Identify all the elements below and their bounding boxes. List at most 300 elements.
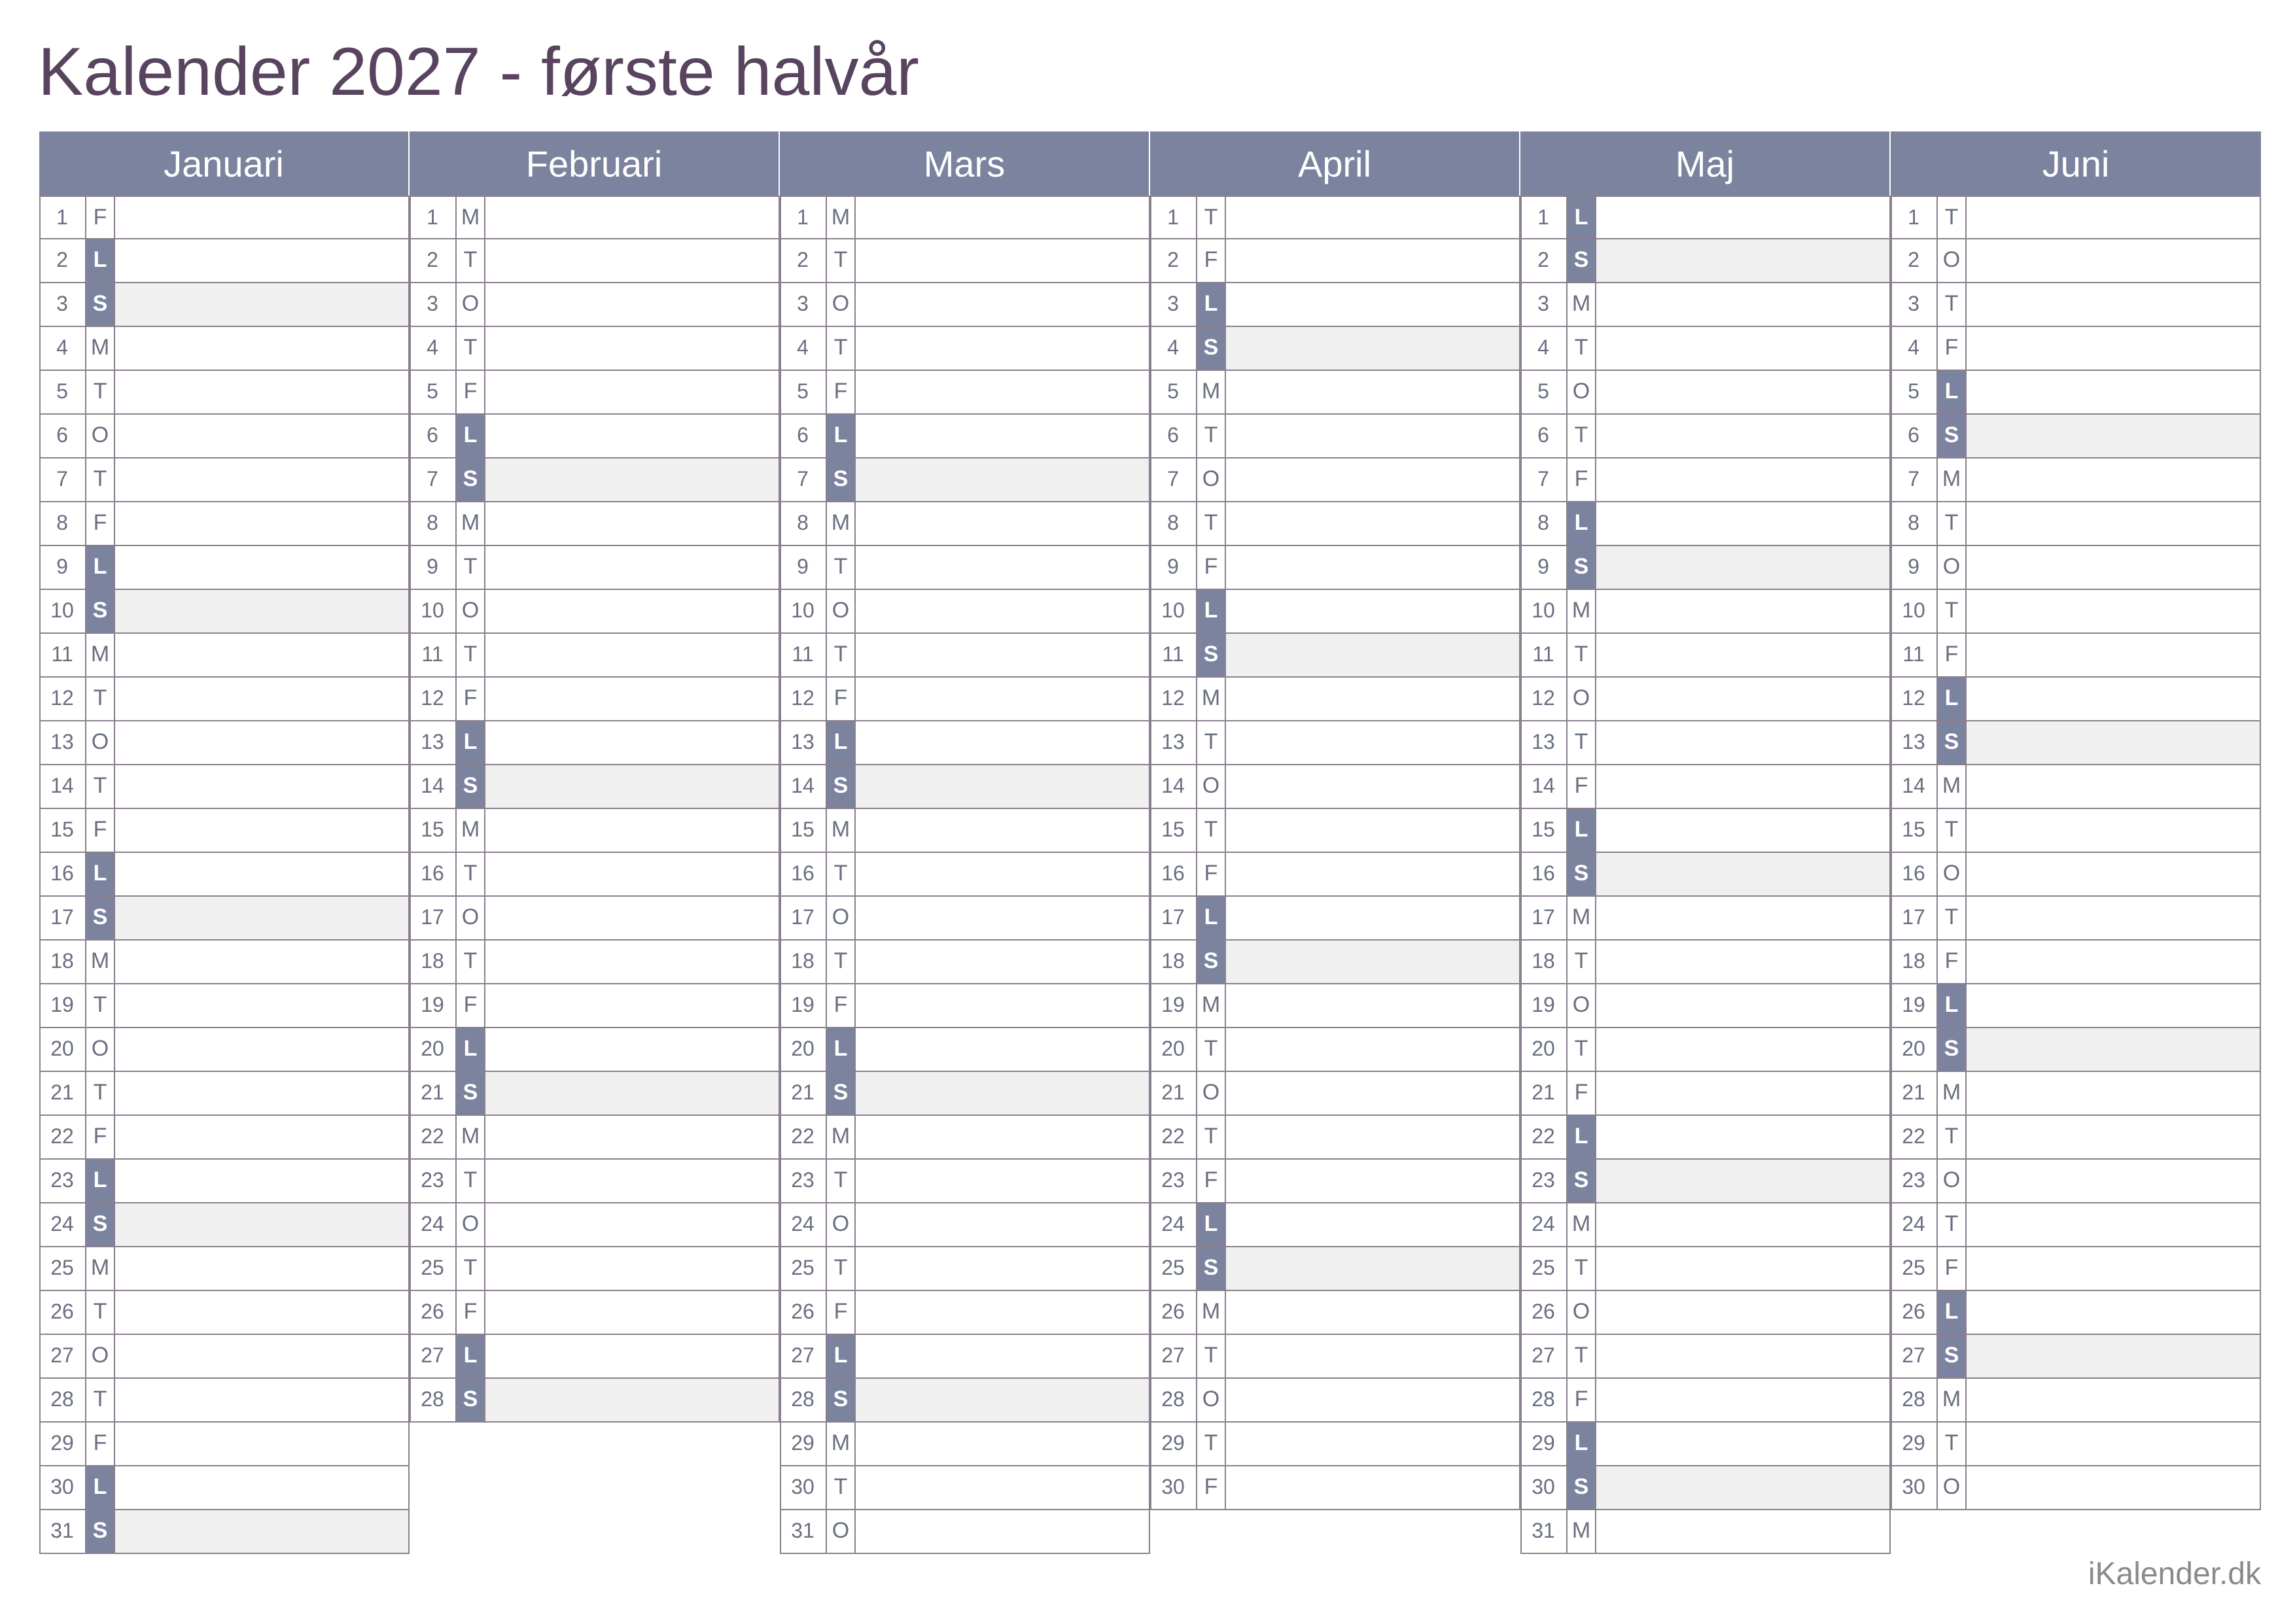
day-number: 26: [791, 1300, 815, 1323]
note-cell: [1226, 590, 1519, 632]
day-number: 15: [1161, 818, 1185, 841]
day-row: [1520, 721, 1891, 765]
weekday-letter: S: [1566, 1160, 1596, 1202]
day-row: [1150, 1291, 1520, 1335]
day-number: 15: [50, 818, 74, 841]
day-row: [1520, 590, 1891, 634]
day-number: 21: [50, 1080, 74, 1104]
footer-brand: iKalender.dk: [2088, 1557, 2261, 1591]
day-row: [1520, 1072, 1891, 1116]
day-number: 22: [1532, 1124, 1555, 1148]
note-cell: [115, 197, 408, 238]
weekday-letter: O: [1566, 678, 1596, 720]
weekday-letter: T: [85, 984, 115, 1027]
weekday-letter: T: [1196, 1028, 1226, 1071]
day-row: [780, 1203, 1150, 1247]
note-cell: [856, 1510, 1149, 1553]
note-cell: [1596, 1379, 1889, 1421]
day-number: 29: [1902, 1431, 1925, 1455]
day-number: 5: [1167, 379, 1179, 403]
day-row: [39, 765, 410, 809]
day-row: [780, 1379, 1150, 1423]
day-row: [1891, 897, 2261, 941]
day-row: [780, 984, 1150, 1028]
day-number: 5: [1908, 379, 1919, 403]
day-number: 11: [51, 642, 73, 666]
note-cell: [1596, 1335, 1889, 1377]
day-row: [1891, 371, 2261, 415]
day-row: [410, 327, 780, 371]
weekday-letter: M: [1566, 897, 1596, 939]
note-cell: [485, 984, 779, 1027]
day-row: [1520, 1379, 1891, 1423]
day-number: 13: [421, 730, 444, 753]
note-cell: [856, 1291, 1149, 1334]
day-number: 17: [1902, 905, 1925, 929]
weekday-letter: T: [826, 853, 856, 895]
weekday-letter: F: [1936, 1247, 1967, 1290]
day-number: 7: [56, 467, 68, 491]
weekday-letter: M: [1566, 283, 1596, 326]
day-row: [410, 897, 780, 941]
weekday-letter: L: [455, 415, 485, 457]
note-cell: [115, 590, 408, 632]
note-cell: [1226, 853, 1519, 895]
note-cell: [115, 1423, 408, 1465]
weekday-letter: T: [1566, 1028, 1596, 1071]
weekday-letter: O: [455, 1203, 485, 1246]
note-cell: [115, 371, 408, 413]
day-row: [780, 283, 1150, 327]
day-number: 16: [791, 861, 815, 885]
day-row: [39, 371, 410, 415]
weekday-letter: F: [85, 197, 115, 238]
day-number: 2: [1537, 248, 1549, 271]
weekday-letter: L: [455, 721, 485, 764]
day-number: 6: [1167, 423, 1179, 447]
note-cell: [856, 239, 1149, 282]
day-row: [410, 678, 780, 721]
day-row: [1891, 1335, 2261, 1379]
day-number: 9: [1537, 555, 1549, 578]
note-cell: [485, 765, 779, 808]
day-row: [410, 546, 780, 590]
day-number: 8: [1537, 511, 1549, 534]
day-number: 12: [1902, 686, 1925, 710]
weekday-letter: S: [1196, 634, 1226, 676]
day-number: 8: [1908, 511, 1919, 534]
day-row: [39, 809, 410, 853]
weekday-letter: T: [85, 1072, 115, 1114]
day-number: 4: [797, 336, 809, 359]
weekday-letter: T: [1936, 1203, 1967, 1246]
day-row: [780, 371, 1150, 415]
note-cell: [115, 1291, 408, 1334]
note-cell: [1596, 809, 1889, 852]
note-cell: [856, 1423, 1149, 1465]
weekday-letter: F: [826, 371, 856, 413]
weekday-letter: F: [826, 678, 856, 720]
day-row: [1520, 1028, 1891, 1072]
note-cell: [856, 327, 1149, 370]
day-number: 18: [1161, 949, 1185, 973]
day-row: [780, 590, 1150, 634]
day-row: [780, 1291, 1150, 1335]
note-cell: [1967, 415, 2260, 457]
day-row: [1150, 546, 1520, 590]
weekday-letter: S: [85, 897, 115, 939]
day-row: [39, 1423, 410, 1466]
day-row: [1891, 1291, 2261, 1335]
day-number: 3: [56, 292, 68, 315]
day-number: 16: [421, 861, 444, 885]
day-row: [1891, 590, 2261, 634]
weekday-letter: O: [85, 721, 115, 764]
day-number: 28: [1902, 1387, 1925, 1411]
day-row: [780, 1423, 1150, 1466]
month-column: [1891, 131, 2261, 1510]
note-cell: [485, 458, 779, 501]
note-cell: [1596, 1160, 1889, 1202]
day-row: [780, 721, 1150, 765]
day-number: 17: [1532, 905, 1555, 929]
day-row: [1891, 546, 2261, 590]
note-cell: [1226, 197, 1519, 238]
weekday-letter: O: [1936, 853, 1967, 895]
day-number: 21: [1161, 1080, 1185, 1104]
day-number: 19: [1532, 993, 1555, 1016]
weekday-letter: M: [1566, 590, 1596, 632]
note-cell: [856, 897, 1149, 939]
weekday-letter: L: [85, 546, 115, 589]
day-row: [39, 1072, 410, 1116]
note-cell: [115, 239, 408, 282]
note-cell: [1226, 1072, 1519, 1114]
day-number: 30: [50, 1475, 74, 1498]
note-cell: [1967, 590, 2260, 632]
day-number: 27: [1161, 1343, 1185, 1367]
day-number: 25: [1161, 1256, 1185, 1279]
note-cell: [485, 590, 779, 632]
day-row: [410, 1028, 780, 1072]
day-row: [1891, 1160, 2261, 1203]
day-row: [410, 721, 780, 765]
day-number: 30: [1161, 1475, 1185, 1498]
day-row: [410, 1203, 780, 1247]
note-cell: [856, 1116, 1149, 1158]
day-row: [39, 1028, 410, 1072]
day-number: 7: [427, 467, 438, 491]
note-cell: [1967, 853, 2260, 895]
note-cell: [1596, 197, 1889, 238]
note-cell: [1967, 1247, 2260, 1290]
weekday-letter: O: [85, 1335, 115, 1377]
weekday-letter: T: [455, 1160, 485, 1202]
note-cell: [1967, 634, 2260, 676]
day-number: 16: [1532, 861, 1555, 885]
day-number: 5: [1537, 379, 1549, 403]
weekday-letter: O: [1196, 765, 1226, 808]
day-number: 22: [1161, 1124, 1185, 1148]
day-number: 15: [1532, 818, 1555, 841]
day-row: [780, 1510, 1150, 1554]
note-cell: [856, 1335, 1149, 1377]
note-cell: [115, 1335, 408, 1377]
day-number: 11: [1532, 642, 1554, 666]
day-row: [1150, 721, 1520, 765]
day-row: [1520, 502, 1891, 546]
day-number: 4: [1167, 336, 1179, 359]
day-row: [1891, 415, 2261, 458]
day-row: [39, 196, 410, 239]
note-cell: [1967, 327, 2260, 370]
day-number: 15: [791, 818, 815, 841]
day-number: 11: [1162, 642, 1184, 666]
day-row: [1891, 1072, 2261, 1116]
weekday-letter: T: [1196, 1116, 1226, 1158]
day-number: 19: [791, 993, 815, 1016]
weekday-letter: F: [826, 1291, 856, 1334]
day-number: 20: [1532, 1037, 1555, 1060]
note-cell: [115, 1466, 408, 1509]
day-number: 15: [1902, 818, 1925, 841]
weekday-letter: O: [1936, 1466, 1967, 1509]
weekday-letter: L: [85, 239, 115, 282]
day-number: 18: [50, 949, 74, 973]
day-row: [1891, 678, 2261, 721]
note-cell: [115, 1379, 408, 1421]
day-number: 18: [1902, 949, 1925, 973]
note-cell: [1226, 327, 1519, 370]
day-number: 7: [1167, 467, 1179, 491]
weekday-letter: M: [1196, 984, 1226, 1027]
weekday-letter: O: [1566, 984, 1596, 1027]
weekday-letter: F: [1196, 853, 1226, 895]
day-number: 27: [1532, 1343, 1555, 1367]
note-cell: [115, 1028, 408, 1071]
note-cell: [856, 283, 1149, 326]
day-number: 27: [50, 1343, 74, 1367]
day-row: [1520, 1160, 1891, 1203]
day-number: 28: [421, 1387, 444, 1411]
note-cell: [856, 197, 1149, 238]
note-cell: [1967, 1028, 2260, 1071]
note-cell: [115, 678, 408, 720]
note-cell: [115, 634, 408, 676]
month-header: Februari: [410, 131, 780, 196]
note-cell: [1226, 1466, 1519, 1509]
day-number: 28: [1161, 1387, 1185, 1411]
day-number: 8: [797, 511, 809, 534]
day-number: 1: [1908, 205, 1919, 229]
day-row: [780, 1247, 1150, 1291]
note-cell: [1226, 415, 1519, 457]
day-row: [1520, 458, 1891, 502]
weekday-letter: S: [1196, 941, 1226, 983]
day-number: 7: [797, 467, 809, 491]
note-cell: [1967, 1466, 2260, 1509]
day-number: 23: [50, 1168, 74, 1192]
weekday-letter: M: [826, 809, 856, 852]
day-number: 9: [1908, 555, 1919, 578]
weekday-letter: L: [1566, 809, 1596, 852]
calendar-grid: [39, 131, 2261, 1556]
weekday-letter: L: [826, 415, 856, 457]
note-cell: [856, 1028, 1149, 1071]
day-row: [1520, 984, 1891, 1028]
day-number: 3: [797, 292, 809, 315]
note-cell: [1226, 1291, 1519, 1334]
day-number: 30: [1532, 1475, 1555, 1498]
day-number: 1: [1167, 205, 1179, 229]
weekday-letter: O: [85, 415, 115, 457]
day-number: 17: [50, 905, 74, 929]
day-row: [39, 1379, 410, 1423]
weekday-letter: S: [85, 283, 115, 326]
day-row: [1520, 853, 1891, 897]
note-cell: [115, 327, 408, 370]
day-number: 9: [56, 555, 68, 578]
weekday-letter: O: [826, 1510, 856, 1553]
day-number: 1: [427, 205, 438, 229]
weekday-letter: T: [455, 546, 485, 589]
note-cell: [1967, 1203, 2260, 1246]
day-row: [410, 283, 780, 327]
weekday-letter: F: [455, 1291, 485, 1334]
weekday-letter: O: [1936, 546, 1967, 589]
day-number: 23: [1902, 1168, 1925, 1192]
day-number: 27: [421, 1343, 444, 1367]
day-number: 1: [797, 205, 809, 229]
note-cell: [1967, 984, 2260, 1027]
weekday-letter: L: [1936, 371, 1967, 413]
note-cell: [856, 721, 1149, 764]
weekday-letter: O: [455, 590, 485, 632]
day-row: [780, 678, 1150, 721]
weekday-letter: S: [826, 458, 856, 501]
month-header: Juni: [1891, 131, 2261, 196]
note-cell: [1226, 458, 1519, 501]
weekday-letter: F: [1196, 1160, 1226, 1202]
month-header: Maj: [1520, 131, 1891, 196]
note-cell: [1967, 1291, 2260, 1334]
day-row: [1150, 196, 1520, 239]
weekday-letter: L: [1566, 502, 1596, 545]
day-row: [410, 1072, 780, 1116]
day-row: [1150, 283, 1520, 327]
day-number: 6: [1537, 423, 1549, 447]
day-number: 10: [1532, 598, 1555, 622]
day-row: [1150, 458, 1520, 502]
day-number: 24: [1161, 1212, 1185, 1235]
weekday-letter: F: [1566, 458, 1596, 501]
day-row: [1891, 1247, 2261, 1291]
day-row: [39, 283, 410, 327]
day-number: 24: [50, 1212, 74, 1235]
note-cell: [485, 283, 779, 326]
note-cell: [1596, 546, 1889, 589]
note-cell: [1226, 546, 1519, 589]
day-row: [39, 590, 410, 634]
day-number: 25: [1902, 1256, 1925, 1279]
day-number: 2: [427, 248, 438, 271]
day-row: [1520, 1510, 1891, 1554]
day-row: [410, 984, 780, 1028]
day-row: [1150, 590, 1520, 634]
day-row: [780, 1072, 1150, 1116]
weekday-letter: M: [1196, 678, 1226, 720]
day-row: [780, 765, 1150, 809]
weekday-letter: S: [1196, 1247, 1226, 1290]
day-row: [780, 809, 1150, 853]
weekday-letter: L: [826, 721, 856, 764]
day-row: [39, 502, 410, 546]
day-row: [780, 546, 1150, 590]
weekday-letter: S: [1936, 721, 1967, 764]
weekday-letter: S: [85, 590, 115, 632]
weekday-letter: F: [1196, 1466, 1226, 1509]
day-row: [39, 1335, 410, 1379]
note-cell: [1596, 678, 1889, 720]
day-row: [1520, 941, 1891, 984]
weekday-letter: T: [455, 1247, 485, 1290]
day-row: [39, 941, 410, 984]
note-cell: [1226, 765, 1519, 808]
day-row: [780, 1028, 1150, 1072]
weekday-letter: T: [826, 546, 856, 589]
day-number: 16: [1902, 861, 1925, 885]
note-cell: [856, 371, 1149, 413]
note-cell: [856, 458, 1149, 501]
weekday-letter: M: [455, 1116, 485, 1158]
day-number: 3: [427, 292, 438, 315]
day-number: 4: [56, 336, 68, 359]
day-row: [410, 1116, 780, 1160]
note-cell: [1226, 1335, 1519, 1377]
day-number: 6: [797, 423, 809, 447]
note-cell: [856, 502, 1149, 545]
day-row: [410, 809, 780, 853]
weekday-letter: O: [826, 1203, 856, 1246]
day-number: 24: [791, 1212, 815, 1235]
note-cell: [115, 853, 408, 895]
day-number: 26: [1902, 1300, 1925, 1323]
weekday-letter: M: [1196, 371, 1226, 413]
day-number: 23: [791, 1168, 815, 1192]
note-cell: [1967, 283, 2260, 326]
day-row: [410, 502, 780, 546]
day-number: 8: [1167, 511, 1179, 534]
day-number: 23: [421, 1168, 444, 1192]
weekday-letter: F: [455, 371, 485, 413]
day-row: [410, 196, 780, 239]
note-cell: [1967, 897, 2260, 939]
month-column: [39, 131, 410, 1554]
day-number: 31: [1532, 1519, 1555, 1542]
day-row: [1891, 239, 2261, 283]
note-cell: [856, 1160, 1149, 1202]
day-row: [410, 1379, 780, 1423]
note-cell: [1596, 415, 1889, 457]
note-cell: [856, 1466, 1149, 1509]
day-number: 28: [1532, 1387, 1555, 1411]
day-row: [1520, 1247, 1891, 1291]
day-row: [410, 590, 780, 634]
note-cell: [1967, 1116, 2260, 1158]
weekday-letter: S: [1566, 546, 1596, 589]
day-row: [1520, 1335, 1891, 1379]
day-row: [410, 853, 780, 897]
